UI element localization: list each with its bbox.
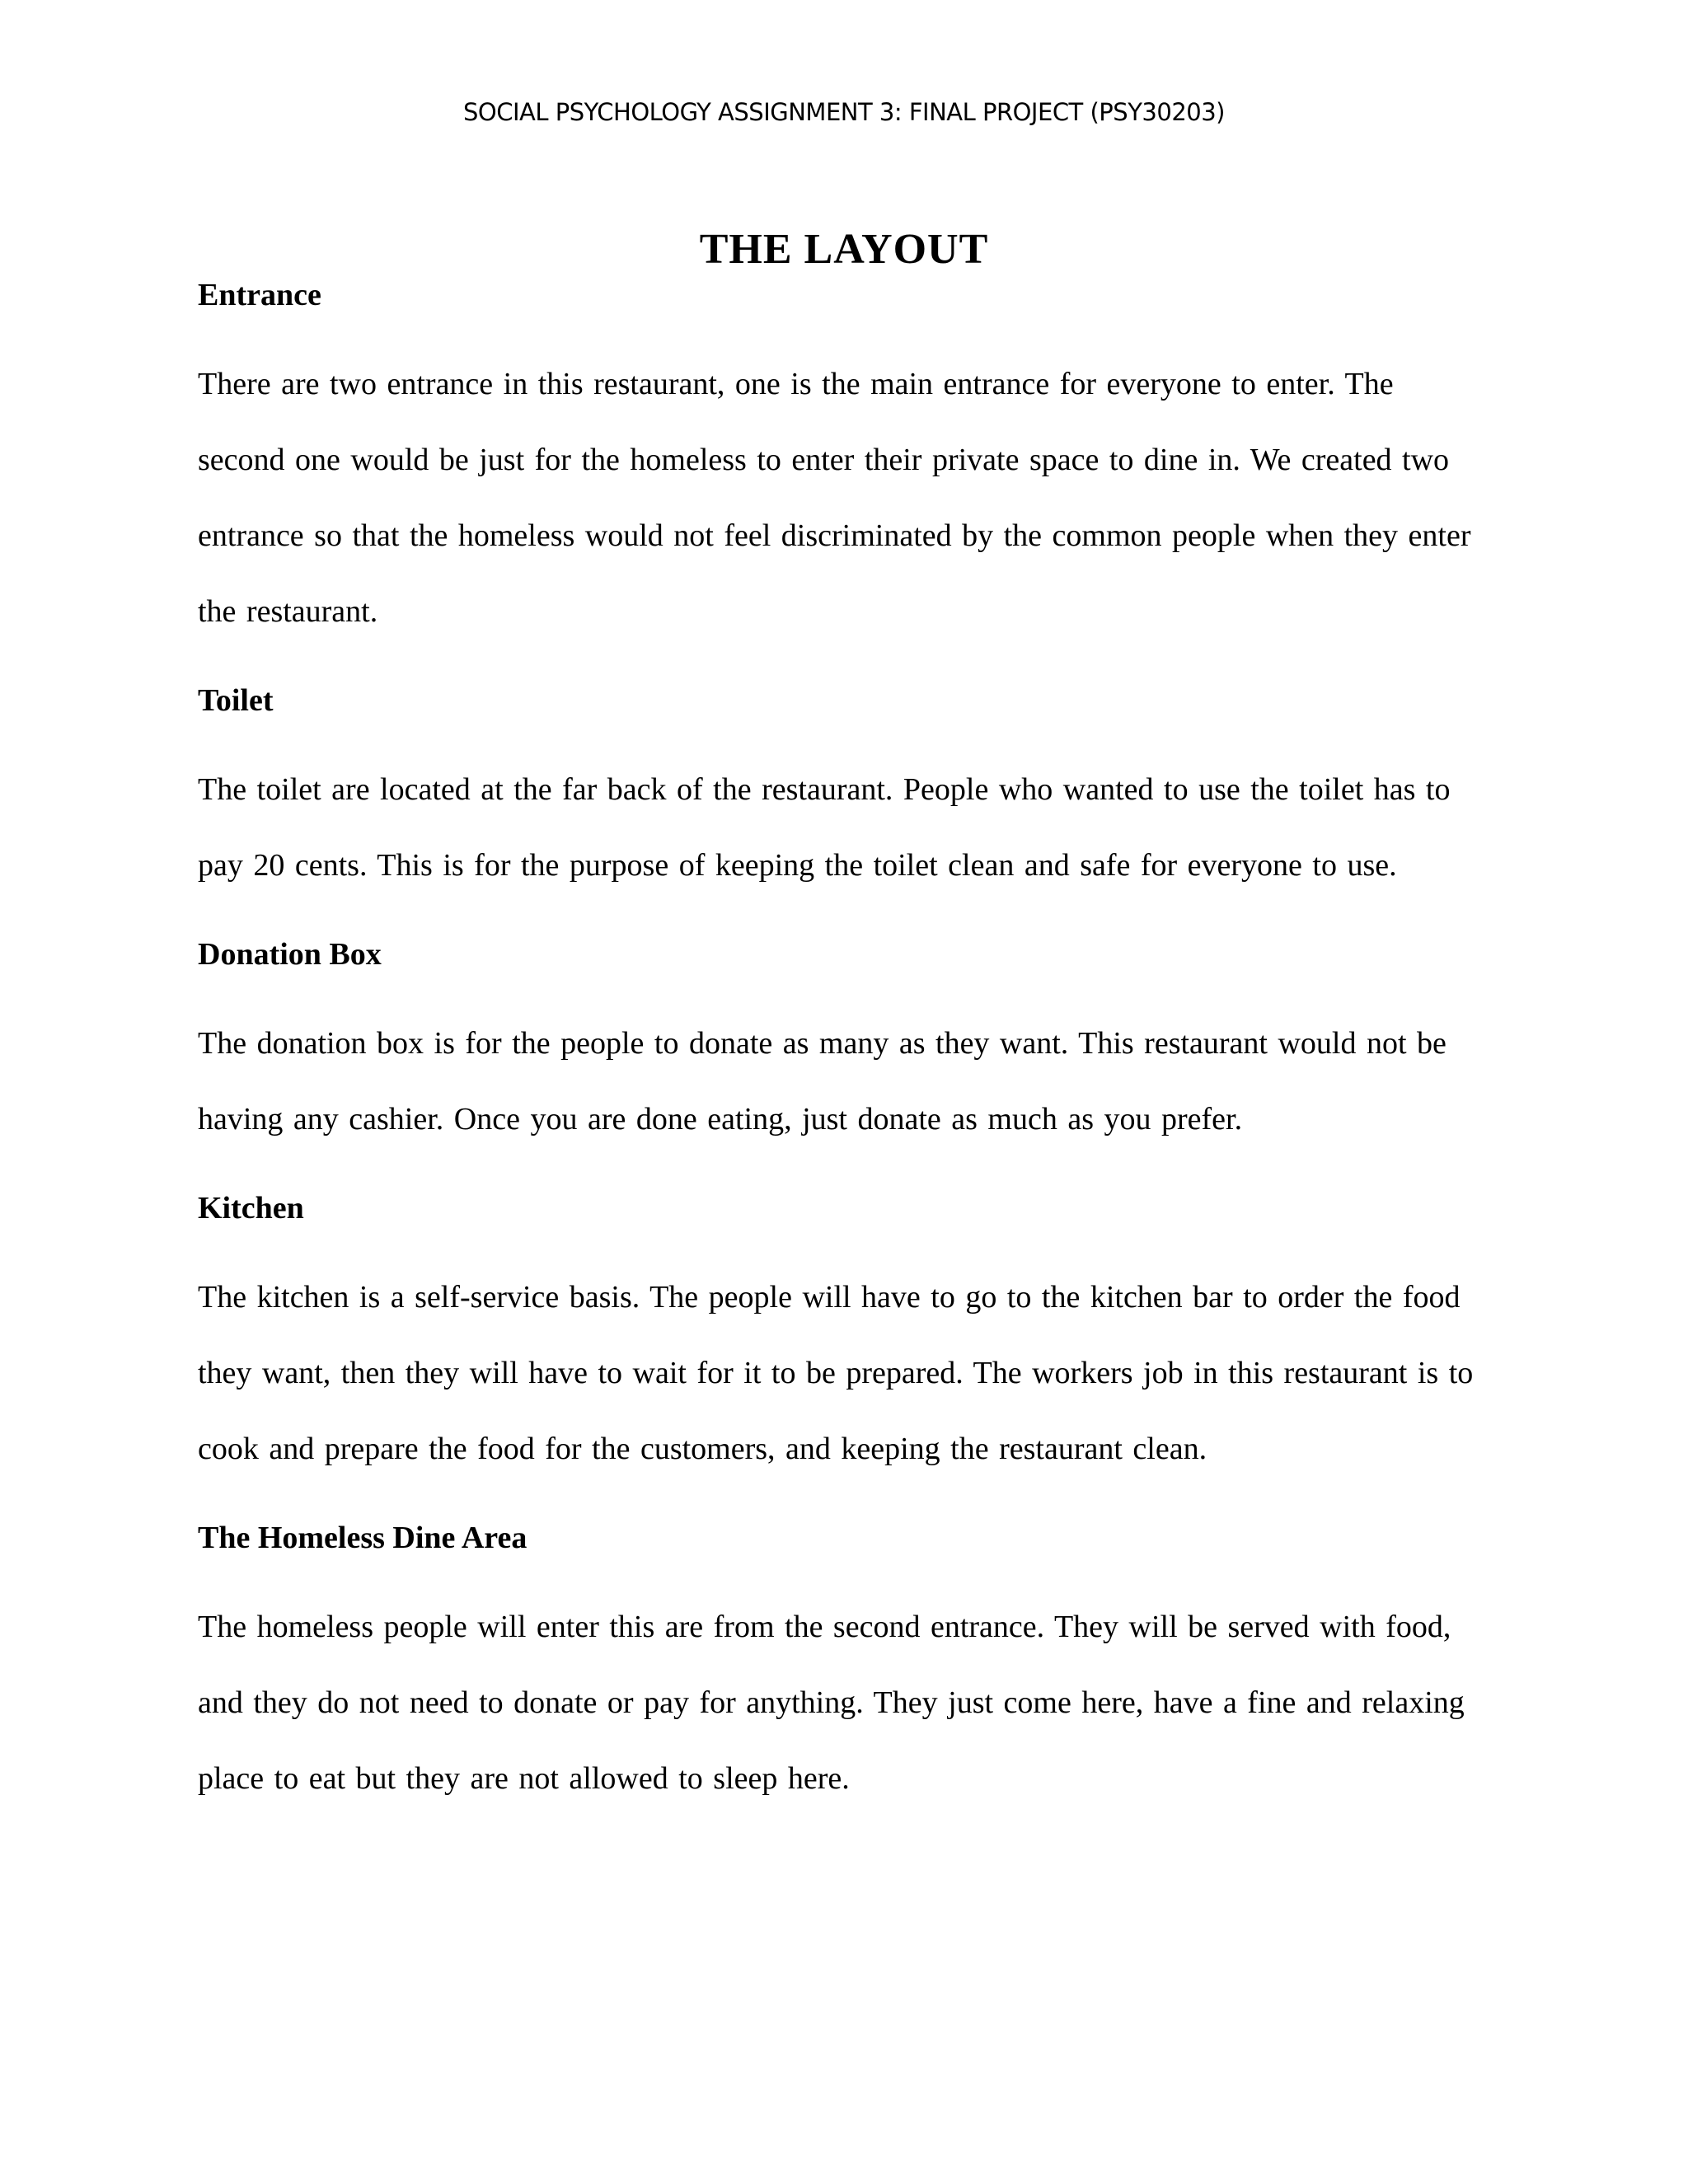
section-toilet <box>198 676 1479 903</box>
section-donation-box <box>198 930 1479 1157</box>
section-homeless-dine-area <box>198 1513 1479 1816</box>
section-paragraph: The kitchen is a self-service basis. The people will have to go to the kitchen bar to order the food they want, then they will have to wait for it to be prepared. The workers job in this restaurant is to cook and prepare the food for the customers, and keeping the restaurant clean. <box>198 1280 1474 1466</box>
section-kitchen <box>198 1183 1479 1487</box>
section-paragraph: The donation box is for the people to donate as many as they want. This restaurant would not be having any cashier. Once you are done eating, just donate as much as you prefer. <box>198 1026 1447 1137</box>
document-body <box>198 270 1479 1816</box>
section-heading: The Homeless Dine Area <box>198 1521 528 1555</box>
section-heading: Toilet <box>198 683 274 718</box>
section-heading: Donation Box <box>198 937 382 972</box>
section-paragraph: There are two entrance in this restaurant, one is the main entrance for everyone to enter. The second one would be just for the homeless to enter their private space to dine in. We created two entrance so that the homeless would not feel discriminated by the common people when they enter the restaurant. <box>198 367 1471 629</box>
section-paragraph: The homeless people will enter this are from the second entrance. They will be served with food, and they do not need to donate or pay for anything. They just come here, have a fine and relaxing place to eat but they are not allowed to sleep here. <box>198 1610 1465 1796</box>
section-entrance <box>198 270 1479 649</box>
running-header: SOCIAL PSYCHOLOGY ASSIGNMENT 3: FINAL PROJECT (PSY30203) <box>462 98 1225 126</box>
document-title: THE LAYOUT <box>699 225 989 273</box>
section-heading: Entrance <box>198 278 321 312</box>
section-paragraph: The toilet are located at the far back of the restaurant. People who wanted to use the toilet has to pay 20 cents. This is for the purpose of keeping the toilet clean and safe for everyone to use. <box>198 772 1451 883</box>
section-heading: Kitchen <box>198 1191 304 1226</box>
